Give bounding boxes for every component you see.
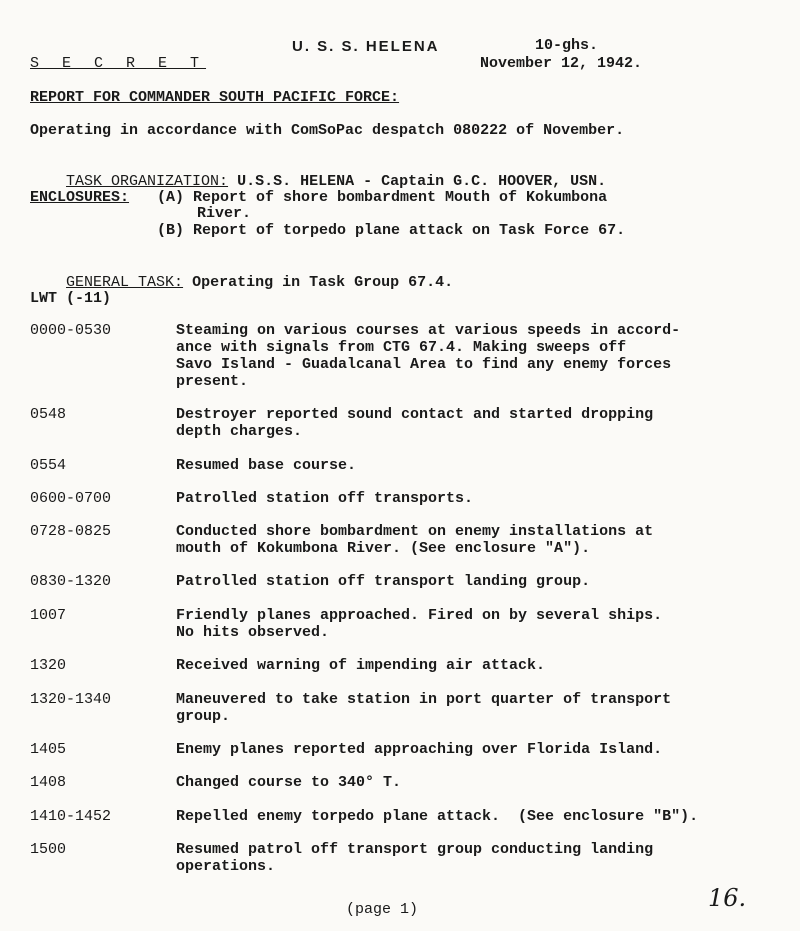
log-time: 1500 (30, 841, 67, 858)
log-entry-line: ance with signals from CTG 67.4. Making sweeps off (176, 339, 627, 356)
log-entry-line: Patrolled station off transports. (176, 490, 474, 507)
log-entry-line: Repelled enemy torpedo plane attack. (See enclosure "B"). (176, 808, 699, 825)
log-entry (176, 490, 776, 507)
log-entry-line: Received warning of impending air attack. (176, 657, 546, 674)
log-entry-line: Friendly planes approached. Fired on by several ships. (176, 607, 663, 624)
time-zone: LWT (-11) (30, 290, 112, 307)
log-entry-line: Patrolled station off transport landing group. (176, 573, 591, 590)
log-entry-line: depth charges. (176, 423, 303, 440)
log-entry-line: Steaming on various courses at various speeds in accord- (176, 322, 681, 339)
log-time: 0000-0530 (30, 322, 112, 339)
log-time: 1405 (30, 741, 67, 758)
log-entry-line: Resumed patrol off transport group conducting landing (176, 841, 654, 858)
general-task-label: GENERAL TASK: (66, 274, 184, 291)
log-entry-line: No hits observed. (176, 624, 330, 641)
log-entry-line: Destroyer reported sound contact and started dropping (176, 406, 654, 423)
operating-statement: Operating in accordance with ComSoPac despatch 080222 of November. (30, 122, 625, 139)
log-entry-line: Enemy planes reported approaching over Florida Island. (176, 741, 663, 758)
log-entry-line: Changed course to 340° T. (176, 774, 402, 791)
log-time: 0830-1320 (30, 573, 112, 590)
log-entry (176, 741, 776, 758)
log-time: 1007 (30, 607, 67, 624)
log-entry (176, 691, 776, 725)
page-number: (page 1) (346, 901, 419, 918)
log-entry (176, 322, 776, 390)
log-entry (176, 808, 776, 825)
log-entry (176, 406, 776, 440)
log-time: 0548 (30, 406, 67, 423)
enclosure-a-line-1: (A) Report of shore bombardment Mouth of Kokumbona (157, 189, 608, 206)
log-time: 1408 (30, 774, 67, 791)
report-title: REPORT FOR COMMANDER SOUTH PACIFIC FORCE: (30, 89, 400, 106)
log-entry-line: Maneuvered to take station in port quarter of transport (176, 691, 672, 708)
log-entry-line: operations. (176, 858, 276, 875)
log-entry-line: present. (176, 373, 249, 390)
handwritten-page-mark: 16. (708, 884, 747, 912)
log-time: 1320-1340 (30, 691, 112, 708)
log-entry (176, 774, 776, 791)
reference-code: 10-ghs. (535, 37, 599, 54)
log-time: 0728-0825 (30, 523, 112, 540)
log-time: 0554 (30, 457, 67, 474)
log-entry-line: group. (176, 708, 231, 725)
classification-stamp: S E C R E T (30, 55, 207, 72)
log-time: 1320 (30, 657, 67, 674)
enclosure-a-line-2: River. (197, 205, 252, 222)
log-entry (176, 523, 776, 557)
log-entry (176, 573, 776, 590)
log-entry-line: mouth of Kokumbona River. (See enclosure "A"). (176, 540, 591, 557)
ship-name: U. S. S. HELENA (292, 38, 440, 55)
log-time: 1410-1452 (30, 808, 112, 825)
log-entry (176, 457, 776, 474)
general-task-text: Operating in Task Group 67.4. (192, 274, 454, 291)
log-entry-line: Resumed base course. (176, 457, 357, 474)
log-time: 0600-0700 (30, 490, 112, 507)
log-entry (176, 657, 776, 674)
log-entry-line: Conducted shore bombardment on enemy installations at (176, 523, 654, 540)
log-entry (176, 841, 776, 875)
task-organization-text: U.S.S. HELENA - Captain G.C. HOOVER, USN. (237, 173, 607, 190)
task-organization-label: TASK ORGANIZATION: (66, 173, 229, 190)
enclosures-label: ENCLOSURES: (30, 189, 130, 206)
log-entry-line: Savo Island - Guadalcanal Area to find any enemy forces (176, 356, 672, 373)
enclosure-b-line: (B) Report of torpedo plane attack on Task Force 67. (157, 222, 626, 239)
log-entry (176, 607, 776, 641)
report-date: November 12, 1942. (480, 55, 643, 72)
